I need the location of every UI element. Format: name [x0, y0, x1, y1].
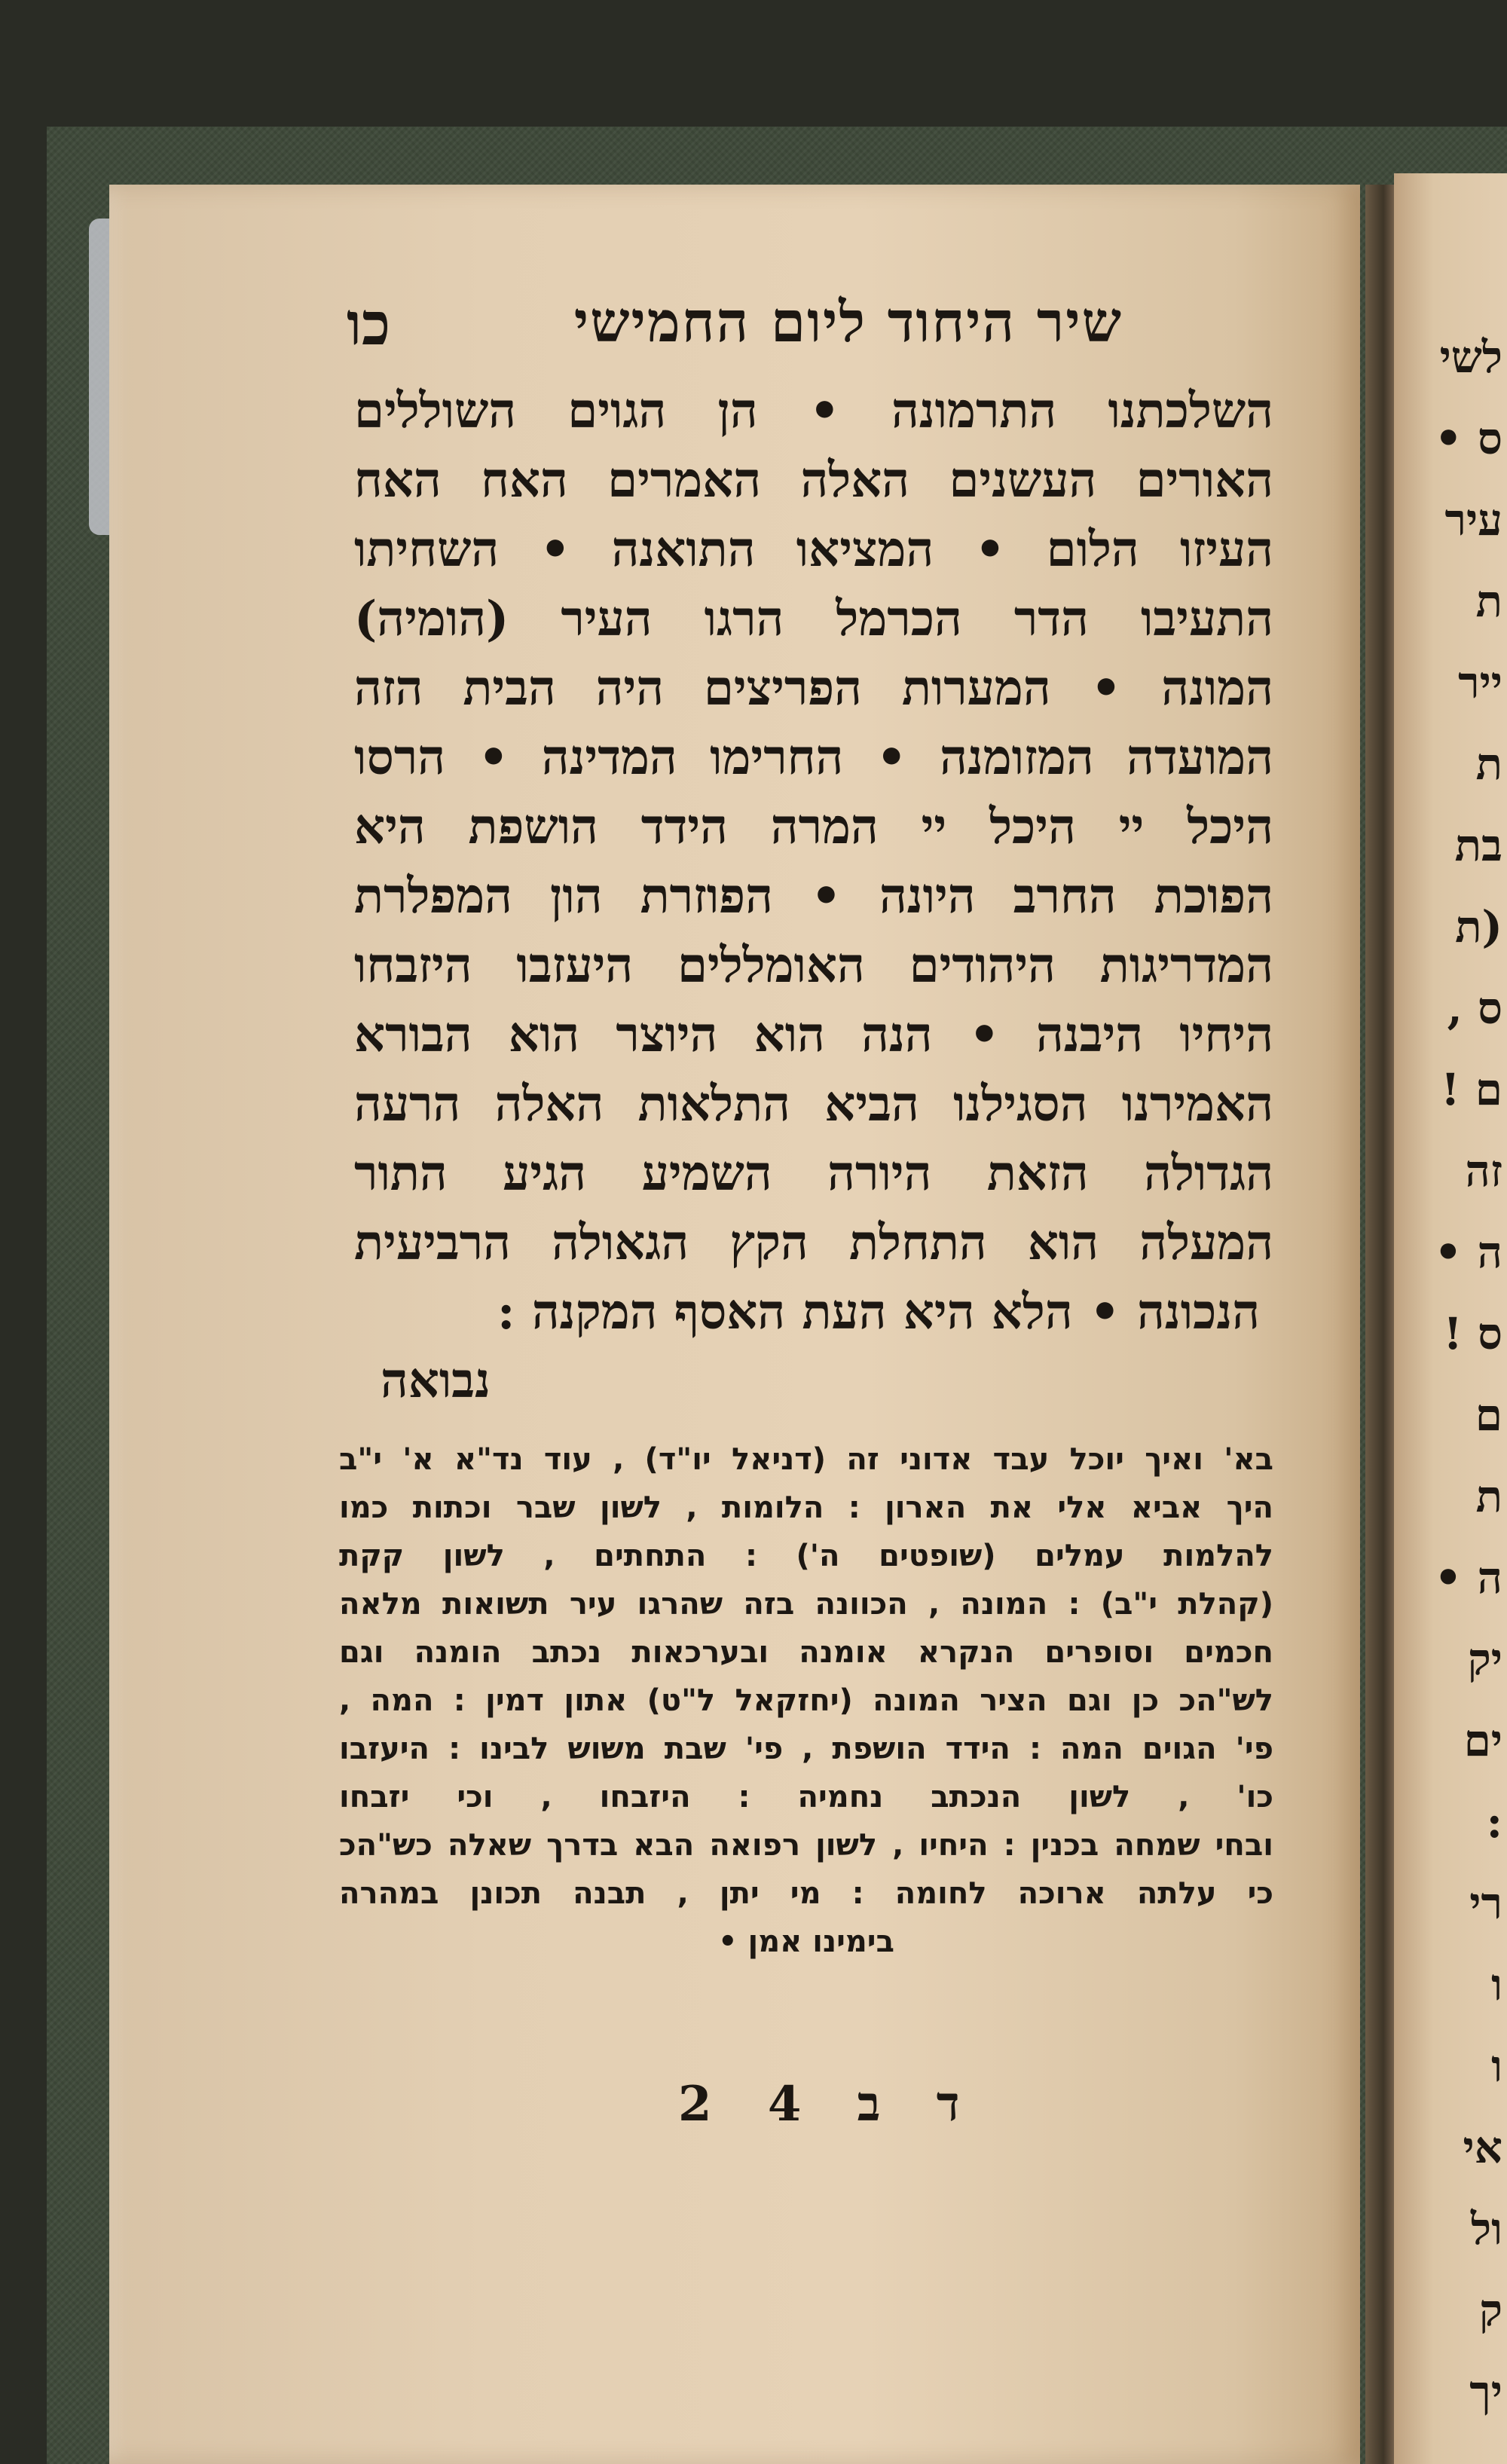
signature-letters: ד ב [857, 2076, 980, 2132]
poem-line: האורים העשנים האלה האמרים האח האח [354, 452, 1273, 509]
facing-page-fragment: בת [1454, 820, 1502, 871]
facing-page-fragment: ס , [1447, 983, 1502, 1034]
poem-line: הגדולה הזאת היורה השמיע הגיע התור [354, 1145, 1273, 1202]
commentary-line: בימינו אמן • [718, 1924, 894, 1959]
facing-page-fragment: ו [1491, 2041, 1502, 2092]
facing-page-edge [1394, 173, 1507, 2464]
book-gutter [1365, 185, 1395, 2464]
poem-line: המונה • המערות הפריצים היה הבית הזה [354, 660, 1273, 717]
signature-mark [678, 2076, 980, 2132]
poem-line: היחיו היבנה • הנה הוא היוצר הוא הבורא [354, 1007, 1273, 1063]
facing-page-fragment: ם ! [1441, 1064, 1502, 1115]
poem-line: השלכתנו התרמונה • הן הגוים השוללים [354, 383, 1273, 439]
facing-page-fragment: ק [1478, 2285, 1502, 2336]
commentary-line: ובחי שמחה בכנין : היחיו , לשון רפואה הבא בדרך שאלה כש"הכ [339, 1828, 1273, 1863]
poem-line: היכל יי היכל יי המרה הידד הושפת היא [354, 799, 1273, 855]
signature-digits: 2 4 [678, 2076, 821, 2132]
commentary-block [339, 1435, 1273, 1966]
poem-line: הנכונה • הלא היא העת האסף המקנה : [497, 1284, 1260, 1341]
commentary-line: היך אביא אלי את הארון : הלומות , לשון שבר וכתות כמו [339, 1490, 1273, 1525]
commentary-line: לש"הכ כן וגם הציר המונה (יחזקאל ל"ט) אתון דמין : המה , [339, 1683, 1273, 1718]
facing-page-fragment: ס ! [1443, 1308, 1502, 1359]
commentary-line: בא' ואיך יוכל עבד אדוני זה (דניאל יו"ד) , עוד נד"א א' י"ב [339, 1442, 1273, 1477]
poem-text [354, 377, 1273, 1347]
poem-line: התעיבו הדר הכרמל הרגו העיר (הומיה) [354, 591, 1273, 647]
catchword: נבואה [381, 1353, 491, 1409]
facing-page-fragment: : [1486, 1796, 1502, 1848]
facing-page-fragment: ו [1491, 1959, 1502, 2010]
running-header [332, 290, 1198, 381]
facing-page-fragment: ס • [1434, 413, 1502, 464]
facing-page-fragment: ול [1471, 2203, 1502, 2255]
poem-line: הפוכת החרב היונה • הפוזרת הון המפלרת [354, 868, 1273, 925]
poem-line: האמירנו הסגילנו הביא התלאות האלה הרעה [354, 1076, 1273, 1133]
commentary-line: (קהלת י"ב) : המונה , הכוונה בזה שהרגו עיר תשואות מלאה [339, 1587, 1273, 1622]
facing-page-fragment: לשי [1439, 332, 1502, 383]
facing-page-fragment: ת [1475, 1471, 1502, 1522]
poem-line: המעלה הוא התחלת הקץ הגאולה הרביעית [354, 1215, 1273, 1271]
folio-number: כו [347, 290, 391, 359]
facing-page-fragment: אי [1463, 2122, 1502, 2173]
facing-page-fragment: זה [1465, 1145, 1502, 1197]
poem-line: המועדה המזומנה • החרימו המדינה • הרסו [354, 729, 1273, 786]
facing-page-fragment: יך [1469, 2366, 1502, 2417]
commentary-line: חכמים וסופרים הנקרא אומנה ובערכאות נכתב הומנה וגם [339, 1635, 1273, 1670]
commentary-line: להלמות עמלים (שופטים ה') : התחתים , לשון קקת [339, 1539, 1273, 1573]
poem-line: העיזו הלום • המציאו התואנה • השחיתו [354, 521, 1273, 578]
facing-page-fragment: יק [1467, 1634, 1502, 1685]
commentary-line: פי' הגוים המה : הידד הושפת , פי' שבת משוש לבינו : היעזבו [339, 1732, 1273, 1766]
facing-page-fragment: ה • [1434, 1552, 1502, 1603]
facing-page-fragment: ת [1475, 576, 1502, 627]
commentary-line: כו' , לשון הנכתב נחמיה : היזבחו , וכי יזבחו [339, 1780, 1273, 1814]
facing-page-fragment: (ת [1455, 901, 1502, 952]
facing-page-fragment: ת [1475, 738, 1502, 790]
commentary-line: כי עלתה ארוכה לחומה : מי יתן , תבנה תכונן במהרה [339, 1876, 1273, 1911]
facing-page-fragment: רי [1469, 1878, 1502, 1929]
poem-line: המדריגות היהודים האומללים היעזבו היזבחו [354, 937, 1273, 994]
facing-page-fragment: ים [1463, 1715, 1502, 1766]
facing-page-fragment: עיר [1444, 494, 1502, 546]
facing-page-fragment: ייר [1458, 657, 1502, 708]
facing-page-fragment: ה • [1434, 1227, 1502, 1278]
running-title: שיר היחוד ליום החמישי [573, 290, 1123, 355]
facing-page-fragment: ם [1475, 1389, 1502, 1441]
